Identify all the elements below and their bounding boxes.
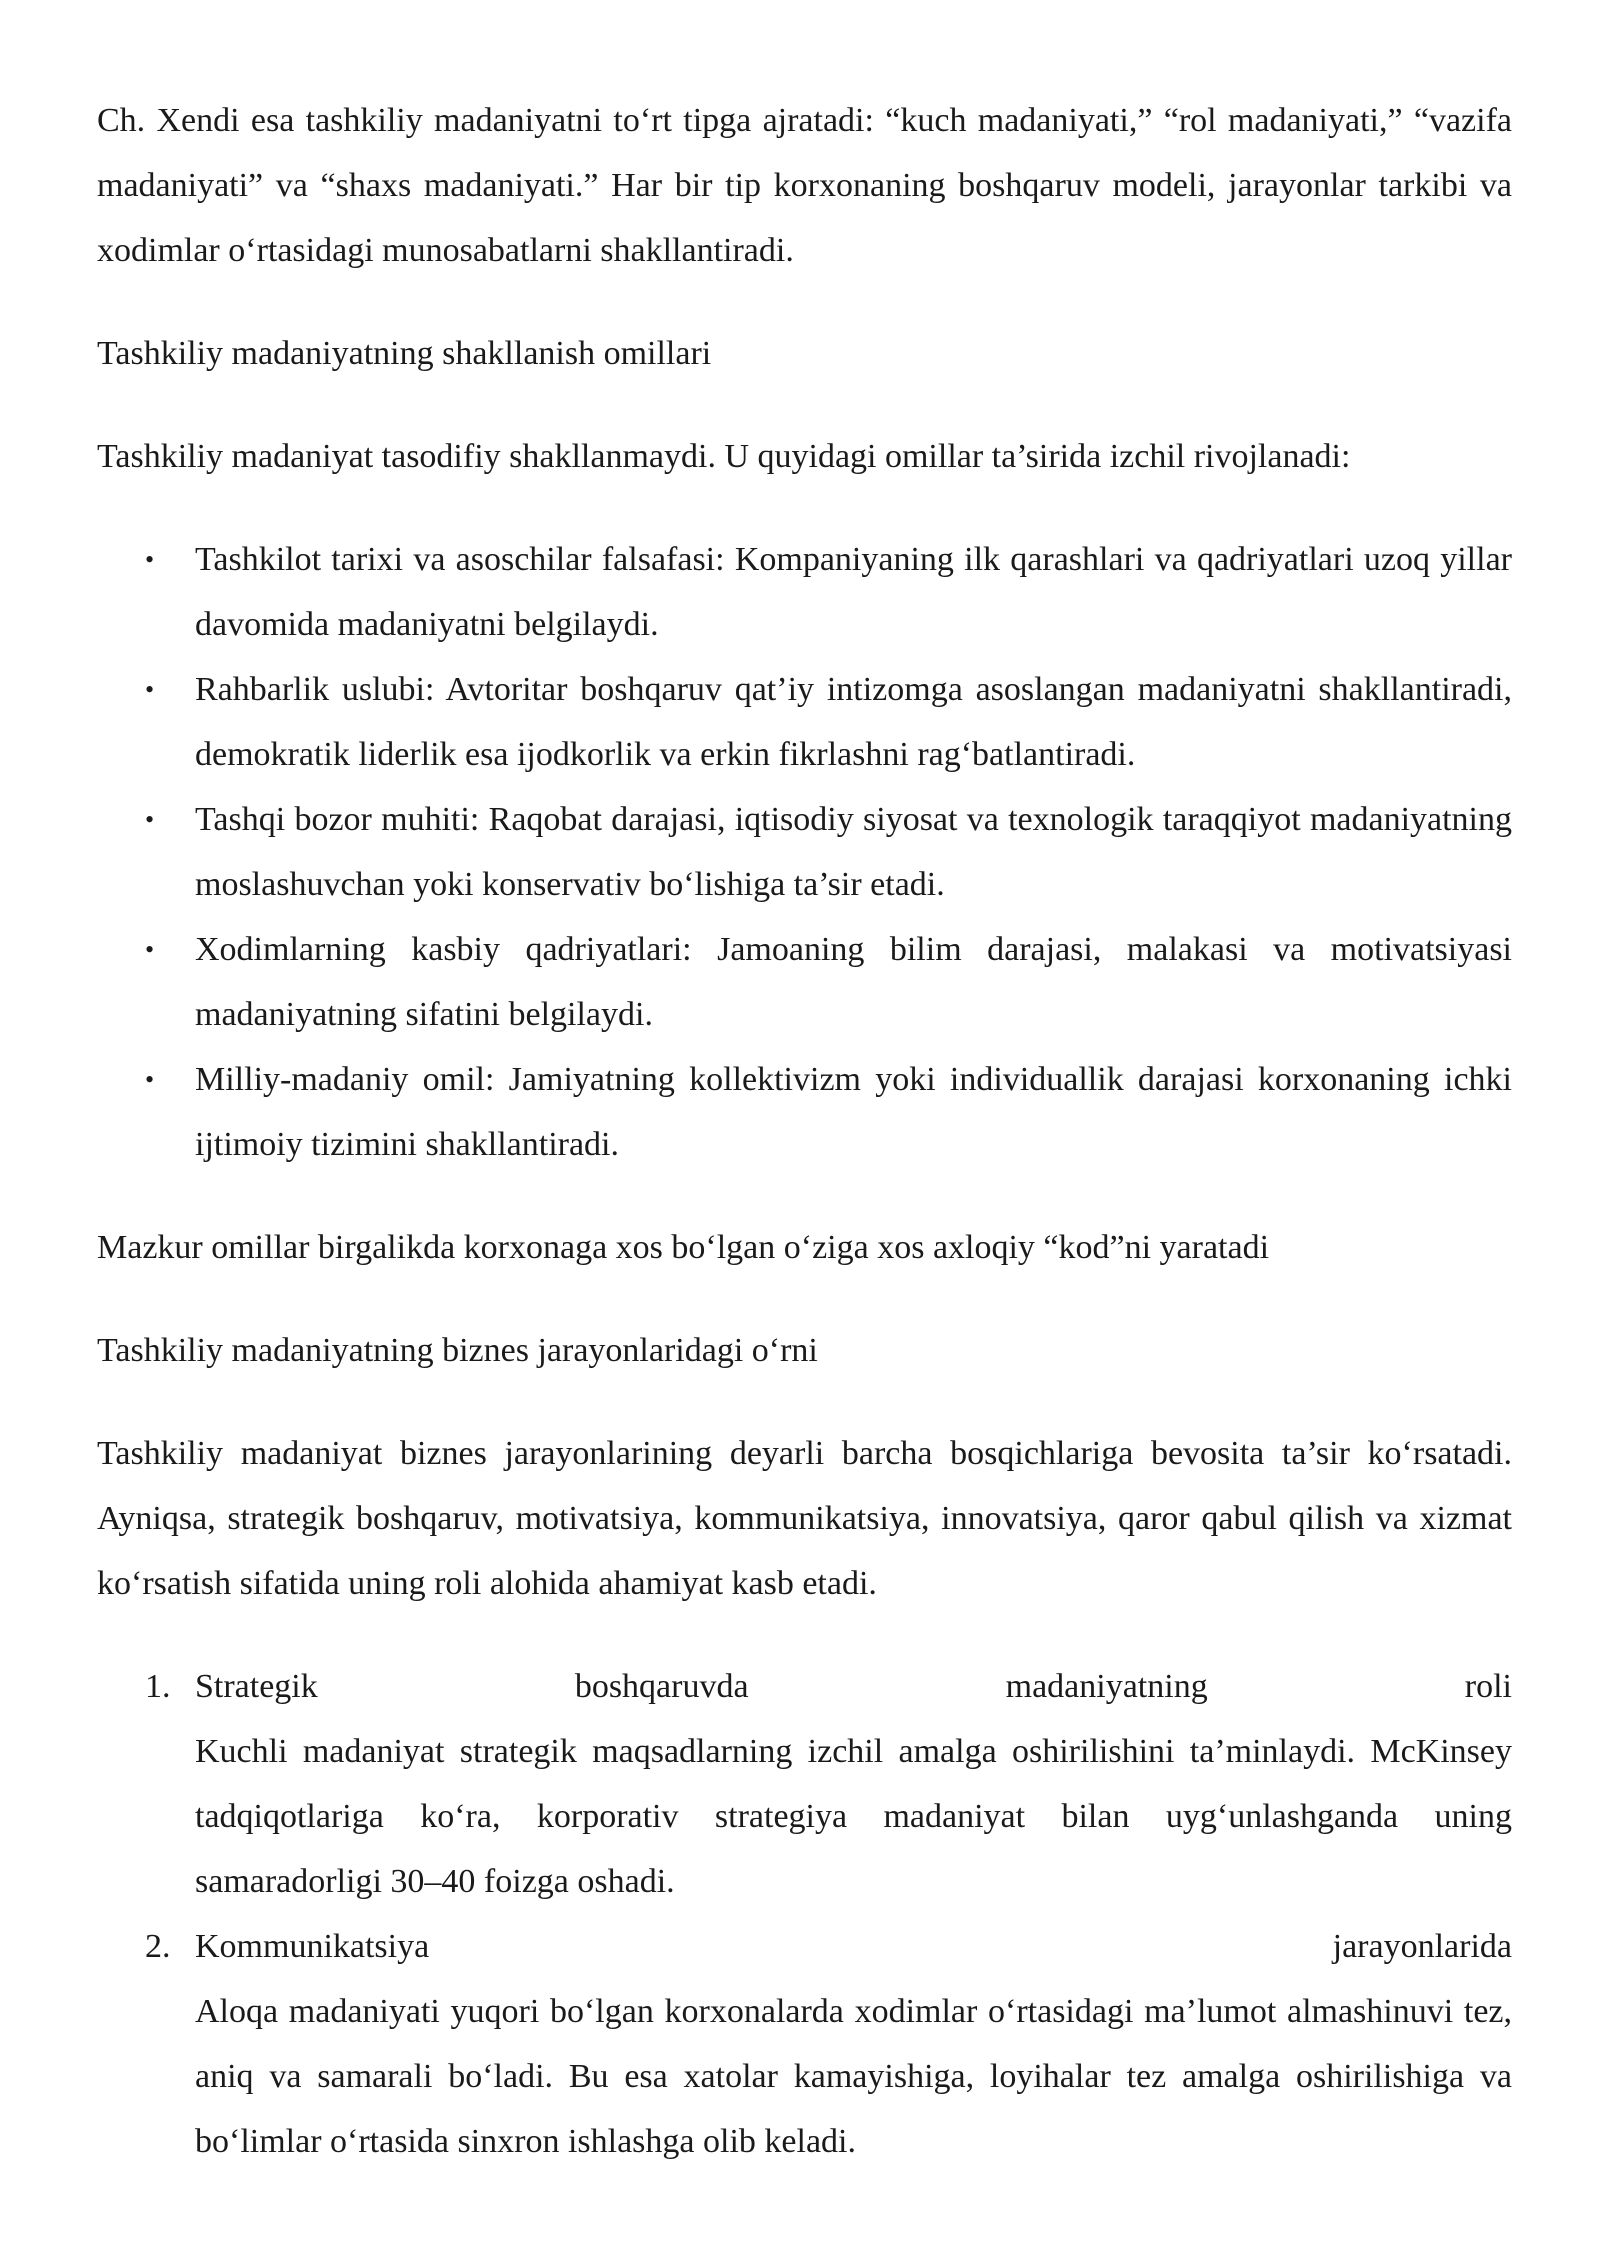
title-word: madaniyatning — [1005, 1668, 1208, 1705]
document-page — [97, 88, 1512, 2174]
factors-bullet-list — [97, 527, 1512, 1177]
list-item-text: Rahbarlik uslubi: Avtoritar boshqaruv qat’iy intizomga asoslangan madaniyatni shakllantiradi, demokratik liderlik esa ijodkorlik va erkin fikrlashni rag‘batlantiradi. — [195, 671, 1512, 773]
list-item — [97, 787, 1512, 917]
business-role-lead-paragraph: Tashkiliy madaniyat biznes jarayonlarining deyarli barcha bosqichlariga bevosita ta’sir ko‘rsatadi. Ayniqsa, strategik boshqaruv, motivatsiya, kommunikatsiya, innovatsiya, qaror qabul qilish va xizmat ko‘rsatish sifatida uning roli alohida ahamiyat kasb etadi. — [97, 1435, 1512, 1602]
item-number: 1. — [145, 1668, 171, 1705]
factors-conclusion-paragraph: Mazkur omillar birgalikda korxonaga xos bo‘lgan o‘ziga xos axloqiy “kod”ni yaratadi — [97, 1229, 1270, 1266]
item-number: 2. — [145, 1928, 171, 1965]
title-word: Kommunikatsiya — [195, 1928, 430, 1965]
list-item-text: Xodimlarning kasbiy qadriyatlari: Jamoaning bilim darajasi, malakasi va motivatsiyasi madaniyatning sifatini belgilaydi. — [195, 931, 1512, 1033]
list-item-text: Tashqi bozor muhiti: Raqobat darajasi, iqtisodiy siyosat va texnologik taraqqiyot madaniyatning moslashuvchan yoki konservativ bo‘lishiga ta’sir etadi. — [195, 801, 1512, 903]
list-item — [97, 657, 1512, 787]
list-item — [97, 1047, 1512, 1177]
numbered-item-body: Kuchli madaniyat strategik maqsadlarning izchil amalga oshirilishini ta’minlaydi. McKinsey tadqiqotlariga ko‘ra, korporativ strategiya madaniyat bilan uyg‘unlashganda uning samaradorligi 30–40 foizga oshadi. — [195, 1733, 1512, 1900]
title-word: jarayonlarida — [1332, 1928, 1512, 1965]
title-word: roli — [1464, 1668, 1512, 1705]
bullet-icon: • — [145, 675, 155, 704]
numbered-item-title — [195, 1914, 1512, 1979]
bullet-icon: • — [145, 1065, 155, 1094]
list-item-text: Tashkilot tarixi va asoschilar falsafasi: Kompaniyaning ilk qarashlari va qadriyatlari uzoq yillar davomida madaniyatni belgilaydi. — [195, 541, 1512, 643]
bullet-icon: • — [145, 935, 155, 964]
list-item — [97, 527, 1512, 657]
section-heading-factors: Tashkiliy madaniyatning shakllanish omillari — [97, 335, 712, 372]
list-item-text: Milliy-madaniy omil: Jamiyatning kollektivizm yoki individuallik darajasi korxonaning ichki ijtimoiy tizimini shakllantiradi. — [195, 1061, 1512, 1163]
numbered-item — [97, 1654, 1512, 1914]
section-heading-business-role: Tashkiliy madaniyatning biznes jarayonlaridagi o‘rni — [97, 1332, 818, 1369]
numbered-list — [97, 1654, 1512, 2174]
bullet-icon: • — [145, 545, 155, 574]
factors-lead-paragraph: Tashkiliy madaniyat tasodifiy shakllanmaydi. U quyidagi omillar ta’sirida izchil rivojlanadi: — [97, 438, 1351, 475]
title-word: Strategik — [195, 1668, 318, 1705]
bullet-icon: • — [145, 805, 155, 834]
list-item — [97, 917, 1512, 1047]
numbered-item — [97, 1914, 1512, 2174]
numbered-item-title — [195, 1654, 1512, 1719]
numbered-item-body: Aloqa madaniyati yuqori bo‘lgan korxonalarda xodimlar o‘rtasidagi ma’lumot almashinuvi tez, aniq va samarali bo‘ladi. Bu esa xatolar kamayishiga, loyihalar tez amalga oshirilishiga va bo‘limlar o‘rtasida sinxron ishlashga olib keladi. — [195, 1993, 1512, 2160]
intro-paragraph: Ch. Xendi esa tashkiliy madaniyatni to‘rt tipga ajratadi: “kuch madaniyati,” “rol madaniyati,” “vazifa madaniyati” va “shaxs madaniyati.” Har bir tip korxonaning boshqaruv modeli, jarayonlar tarkibi va xodimlar o‘rtasidagi munosabatlarni shakllantiradi. — [97, 102, 1512, 269]
title-word: boshqaruvda — [574, 1668, 749, 1705]
